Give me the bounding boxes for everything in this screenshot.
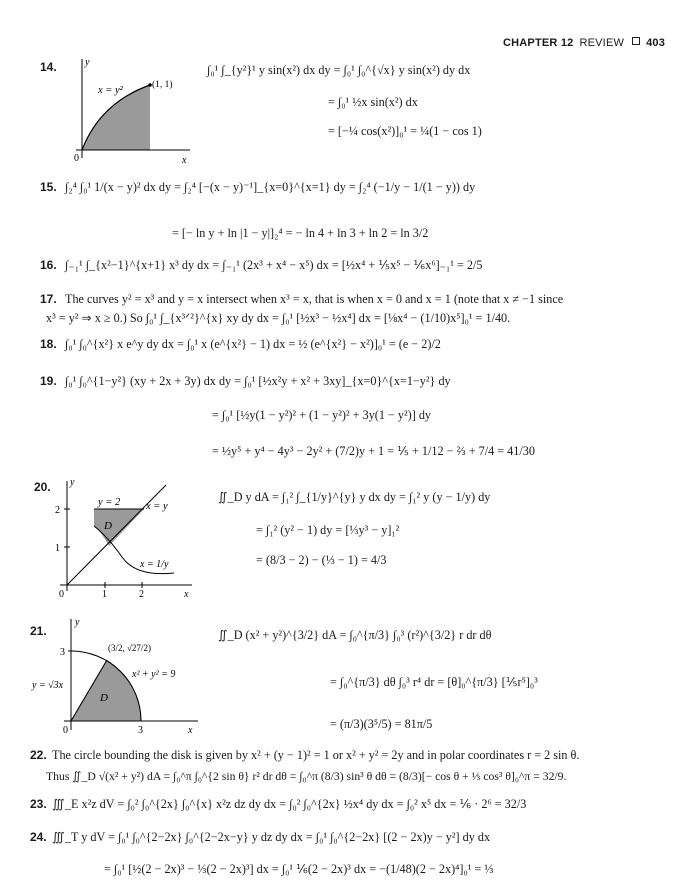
fig-label: 3 xyxy=(60,647,65,658)
solution-line: ∫₀¹ ∫₀^{1−y²} (xy + 2x + 3y) dx dy = ∫₀¹ [½x²y + x² + 3xy]_{x=0}^{x=1−y²} dy xyxy=(65,374,451,388)
fig-label: y = 2 xyxy=(98,497,121,508)
solution-line: = [− ln y + ln |1 − y|]₂⁴ = − ln 4 + ln 3 + ln 2 = ln 3/2 xyxy=(172,226,429,240)
figure-20 xyxy=(42,475,197,600)
fig-label: 1 xyxy=(55,543,60,554)
fig-label: x xyxy=(188,725,193,736)
figure-21 xyxy=(28,615,203,737)
fig-label: (3/2, √27/2) xyxy=(108,643,151,653)
solution-line: ∬_D y dA = ∫₁² ∫_{1/y}^{y} y dx dy = ∫₁² y (y − 1/y) dy xyxy=(218,490,491,504)
solution-line: The curves y² = x³ and y = x intersect when x³ = x, that is when x = 0 and x = 1 (note that x ≠ −1 since xyxy=(65,292,564,306)
figure-14 xyxy=(50,55,200,167)
solution-line: ∭_T y dV = ∫₀¹ ∫₀^{2−2x} ∫₀^{2−2x−y} y dz dy dx = ∫₀¹ ∫₀^{2−2x} [(2 − 2x)y − y²] dy dx xyxy=(52,830,491,844)
solution-line: x³ = y² ⇒ x ≥ 0.) So ∫₀¹ ∫_{x³ᐟ²}^{x} xy dy dx = ∫₀¹ [½x³ − ½x⁴] dx = [⅛x⁴ − (1/10)x⁵]₀¹ = 1/40. xyxy=(46,311,511,325)
solution-line: The circle bounding the disk is given by x² + (y − 1)² = 1 or x² + y² = 2y and in polar coordinates r = 2 sin θ. xyxy=(52,748,580,762)
solution-line: = ∫₀¹ ½x sin(x²) dx xyxy=(328,95,418,109)
fig-label: x = y² xyxy=(98,85,123,96)
page-header xyxy=(503,37,665,49)
square-separator-icon xyxy=(632,37,640,45)
chapter-label: CHAPTER 12 xyxy=(503,37,574,49)
solution-line: ∫₂⁴ ∫₀¹ 1/(x − y)² dx dy = ∫₂⁴ [−(x − y)⁻¹]_{x=0}^{x=1} dy = ∫₂⁴ (−1/y − 1/(1 − y)) dy xyxy=(65,180,476,194)
solution-line: = ∫₁² (y² − 1) dy = [⅓y³ − y]₁² xyxy=(256,523,400,537)
problem-number: 19. xyxy=(40,374,57,388)
solution-line: = ∫₀^{π/3} dθ ∫₀³ r⁴ dr = [θ]₀^{π/3} [⅕r⁵]₀³ xyxy=(330,675,538,689)
problem-number: 22. xyxy=(30,748,47,762)
solution-line: ∫₀¹ ∫₀^{x²} x e^y dy dx = ∫₀¹ x (e^{x²} − 1) dx = ½ (e^{x²} − x²)]₀¹ = (e − 2)/2 xyxy=(65,337,441,351)
problem-number: 24. xyxy=(30,830,47,844)
fig-label: 1 xyxy=(102,589,107,600)
fig-label: x = y xyxy=(146,501,168,512)
problem-number: 23. xyxy=(30,797,47,811)
fig-label: x² + y² = 9 xyxy=(132,669,176,680)
fig-label: y xyxy=(75,617,80,628)
solution-line: = [−¼ cos(x²)]₀¹ = ¼(1 − cos 1) xyxy=(328,124,482,138)
solution-line: = (8/3 − 2) − (⅓ − 1) = 4/3 xyxy=(256,553,387,567)
fig-label: x = 1/y xyxy=(140,559,169,570)
fig-label: y = √3x xyxy=(32,680,64,691)
fig-label: x xyxy=(182,155,187,166)
fig-label: 0 xyxy=(59,589,64,600)
solution-line: ∬_D (x² + y²)^{3/2} dA = ∫₀^{π/3} ∫₀³ (r²)^{3/2} r dr dθ xyxy=(218,628,492,642)
solution-line: = (π/3)(3⁵/5) = 81π/5 xyxy=(330,717,433,731)
problem-number: 14. xyxy=(40,60,57,74)
shaded-region-D xyxy=(71,660,141,721)
problem-number: 15. xyxy=(40,180,57,194)
problem-number: 16. xyxy=(40,258,57,272)
fig-label: 2 xyxy=(55,505,60,516)
fig-label: 2 xyxy=(139,589,144,600)
solution-line: Thus ∬_D √(x² + y²) dA = ∫₀^π ∫₀^{2 sin θ} r² dr dθ = ∫₀^π (8/3) sin³ θ dθ = (8/3)[− cos θ + ⅓ cos³ θ]₀^π = 32/9. xyxy=(46,770,567,783)
section-label: REVIEW xyxy=(579,37,625,49)
fig-label: y xyxy=(70,477,75,488)
fig-label: 0 xyxy=(63,725,68,736)
fig-label: D xyxy=(104,520,112,532)
solution-line: = ½y⁵ + y⁴ − 4y³ − 2y² + (7/2)y + 1 = ⅕ + 1/12 − ⅔ + 7/4 = 41/30 xyxy=(212,444,535,458)
fig-label: (1, 1) xyxy=(152,80,173,90)
solution-line: ∭_E x²z dV = ∫₀² ∫₀^{2x} ∫₀^{x} x²z dz dy dx = ∫₀² ∫₀^{2x} ½x⁴ dy dx = ∫₀² x⁵ dx = ⅙ · 2⁶ = 32/3 xyxy=(52,797,527,811)
fig-label: 3 xyxy=(138,725,143,736)
fig-label: D xyxy=(100,692,108,704)
problem-number: 17. xyxy=(40,292,57,306)
page-number: 403 xyxy=(646,37,666,49)
solution-line: ∫₀¹ ∫_{y²}¹ y sin(x²) dx dy = ∫₀¹ ∫₀^{√x} y sin(x²) dy dx xyxy=(207,63,471,77)
solution-line: ∫₋₁¹ ∫_{x²−1}^{x+1} x³ dy dx = ∫₋₁¹ (2x³ + x⁴ − x⁵) dx = [½x⁴ + ⅕x⁵ − ⅙x⁶]₋₁¹ = 2/5 xyxy=(65,258,483,272)
problem-number: 18. xyxy=(40,337,57,351)
problem-number: 20. xyxy=(34,480,51,494)
fig-label: y xyxy=(85,57,90,68)
fig-label: 0 xyxy=(74,153,79,164)
solution-line: = ∫₀¹ [½(2 − 2x)³ − ⅓(2 − 2x)³] dx = ∫₀¹ ⅙(2 − 2x)³ dx = −(1/48)(2 − 2x)⁴]₀¹ = ⅓ xyxy=(104,862,494,876)
fig-label: x xyxy=(184,589,189,600)
solution-line: = ∫₀¹ [½y(1 − y²)² + (1 − y²)² + 3y(1 − y²)] dy xyxy=(212,408,432,422)
problem-number: 21. xyxy=(30,624,47,638)
